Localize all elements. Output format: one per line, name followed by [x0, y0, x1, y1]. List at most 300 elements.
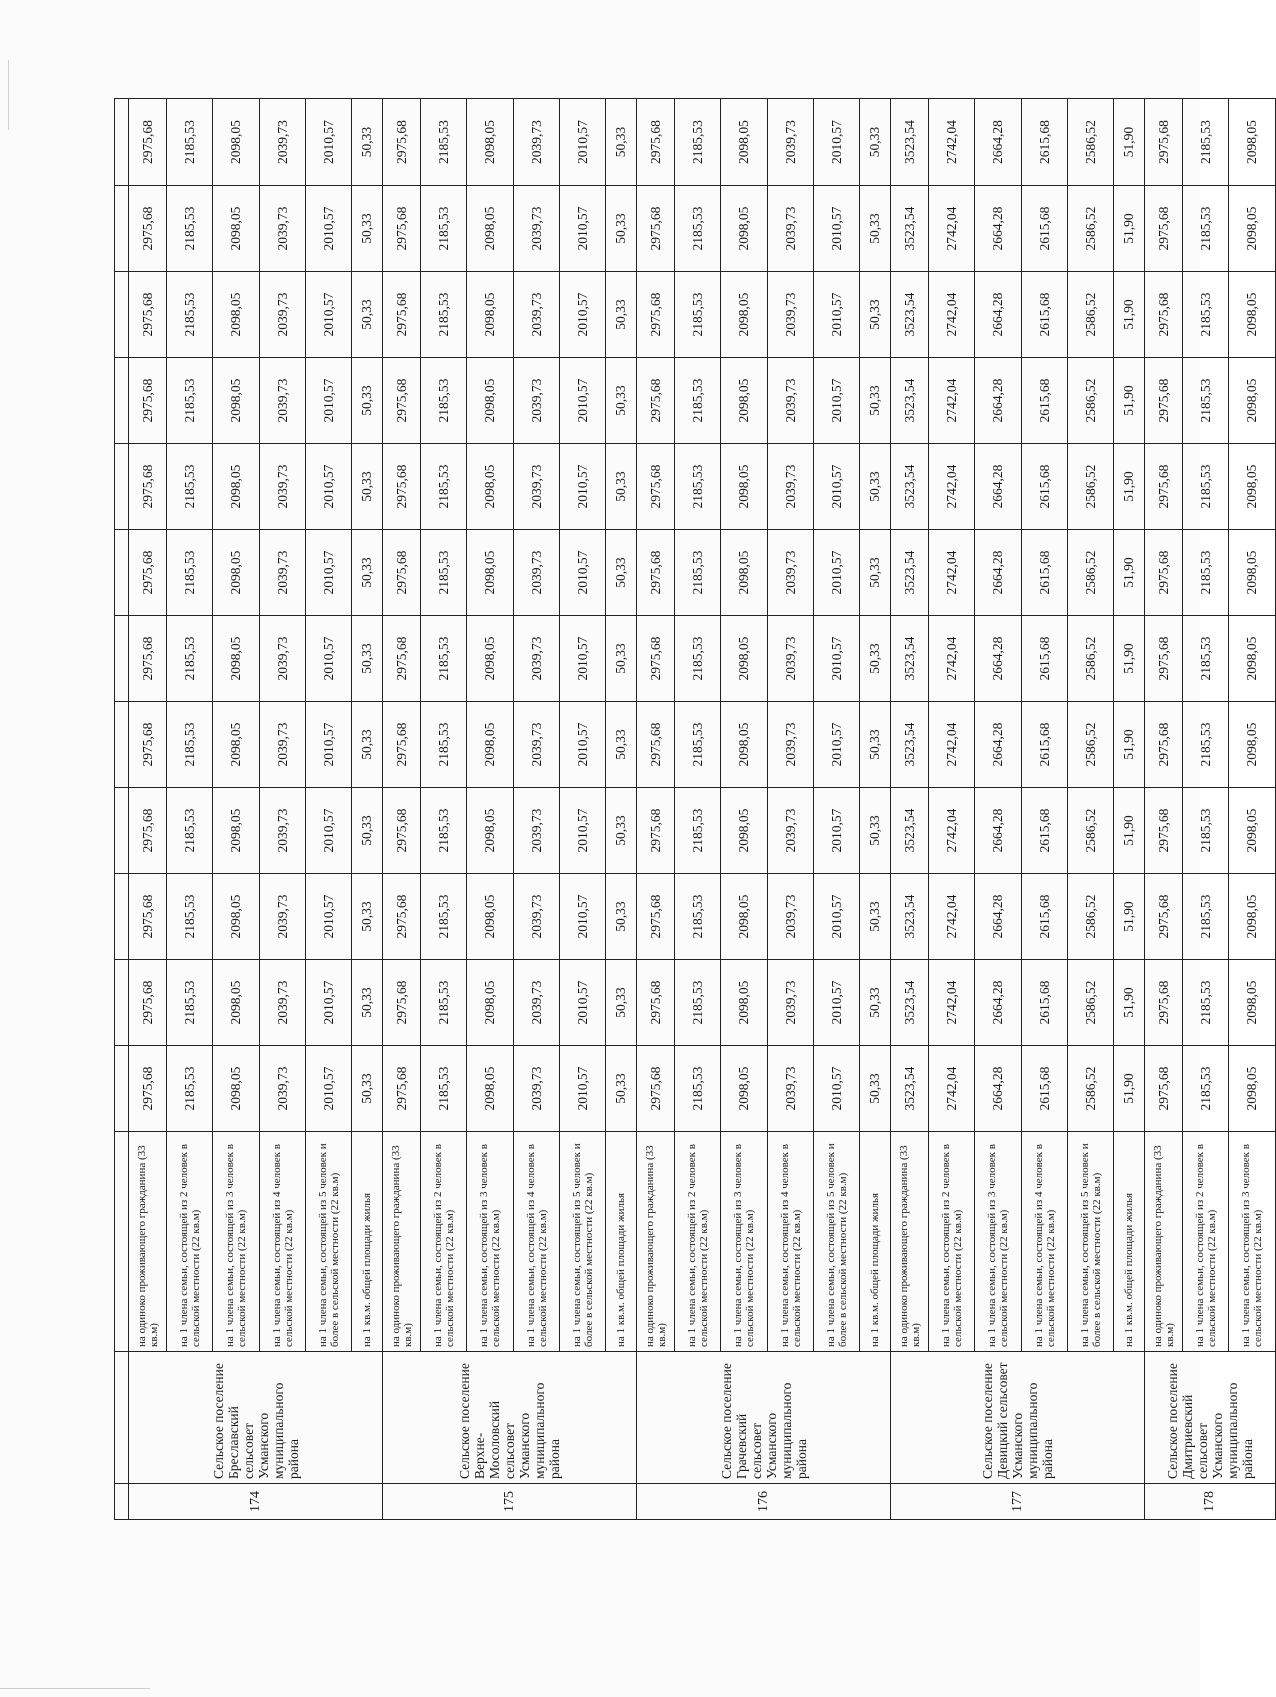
value-cell: 50,33 [606, 702, 637, 788]
value-cell: 2185,53 [675, 99, 721, 186]
value-cell: 2664,28 [975, 788, 1022, 874]
value-cell: 2615,68 [1022, 99, 1068, 186]
value-cell: 2615,68 [1022, 186, 1068, 272]
value-cell: 2975,68 [637, 616, 675, 702]
value-cell: 2742,04 [929, 444, 975, 530]
table-row [814, 99, 860, 1520]
value-cell: 3523,54 [891, 530, 929, 616]
value-cell: 2039,73 [514, 1046, 560, 1132]
value-cell: 2586,52 [1068, 960, 1114, 1046]
value-cell: 2098,05 [213, 702, 260, 788]
value-cell: 2742,04 [929, 99, 975, 186]
category-label: на 1 члена семьи, состоящей из 2 человек в сельской местности (22 кв.м) [167, 1132, 213, 1352]
value-cell: 2039,73 [514, 186, 560, 272]
value-cell: 2185,53 [675, 616, 721, 702]
value-cell: 2185,53 [421, 272, 467, 358]
value-cell: 50,33 [352, 960, 383, 1046]
value-cell: 2098,05 [721, 444, 768, 530]
table-row [637, 99, 675, 1520]
value-cell: 2664,28 [975, 186, 1022, 272]
value-cell: 2975,68 [129, 788, 167, 874]
value-cell: 2664,28 [975, 272, 1022, 358]
value-cell: 2185,53 [675, 702, 721, 788]
value-cell: 2010,57 [306, 186, 352, 272]
value-cell: 2975,68 [1145, 702, 1183, 788]
value-cell: 2975,68 [129, 1046, 167, 1132]
value-cell: 2039,73 [260, 99, 306, 186]
value-cell: 2742,04 [929, 530, 975, 616]
value-cell: 51,90 [1114, 702, 1145, 788]
value-cell: 50,33 [352, 874, 383, 960]
value-cell: 2098,05 [721, 788, 768, 874]
value-cell: 51,90 [1114, 1046, 1145, 1132]
category-label: на 1 члена семьи, состоящей из 4 человек в сельской местности (22 кв.м) [1022, 1132, 1068, 1352]
value-cell: 50,33 [606, 358, 637, 444]
value-cell: 2185,53 [421, 530, 467, 616]
value-cell: 2185,53 [675, 788, 721, 874]
value-cell: 2010,57 [306, 272, 352, 358]
value-cell: 51,90 [1114, 186, 1145, 272]
value-cell: 2039,73 [514, 358, 560, 444]
value-cell: 2098,05 [1229, 358, 1276, 444]
empty-cell [115, 960, 129, 1046]
empty-cell [115, 272, 129, 358]
value-cell: 50,33 [352, 788, 383, 874]
value-cell: 2975,68 [1145, 99, 1183, 186]
value-cell: 2742,04 [929, 1046, 975, 1132]
value-cell: 50,33 [606, 616, 637, 702]
value-cell: 2742,04 [929, 186, 975, 272]
table-row [929, 99, 975, 1520]
value-cell: 50,33 [860, 788, 891, 874]
value-cell: 3523,54 [891, 186, 929, 272]
value-cell: 2615,68 [1022, 788, 1068, 874]
value-cell: 50,33 [606, 788, 637, 874]
value-cell: 2975,68 [637, 444, 675, 530]
table-row [213, 99, 260, 1520]
table-row [1145, 99, 1183, 1520]
value-cell: 2098,05 [213, 530, 260, 616]
value-cell: 2185,53 [675, 874, 721, 960]
value-cell: 2975,68 [637, 874, 675, 960]
value-cell: 2742,04 [929, 788, 975, 874]
settlement-name: Сельское поселение Дмитриевский сельсовет Усманского муниципального района [1145, 1352, 1276, 1484]
value-cell: 2975,68 [383, 960, 421, 1046]
value-cell: 2185,53 [421, 99, 467, 186]
value-cell: 2098,05 [1229, 960, 1276, 1046]
value-cell: 2010,57 [560, 186, 606, 272]
rotated-table-frame [114, 105, 1264, 1520]
value-cell: 3523,54 [891, 702, 929, 788]
value-cell: 2185,53 [1183, 1046, 1229, 1132]
table-row [1229, 99, 1276, 1520]
value-cell: 2010,57 [814, 702, 860, 788]
value-cell: 3523,54 [891, 272, 929, 358]
value-cell: 2185,53 [675, 530, 721, 616]
value-cell: 2975,68 [129, 444, 167, 530]
value-cell: 2010,57 [306, 788, 352, 874]
value-cell: 2975,68 [1145, 1046, 1183, 1132]
value-cell: 2098,05 [1229, 444, 1276, 530]
value-cell: 2098,05 [467, 1046, 514, 1132]
category-label: на 1 члена семьи, состоящей из 3 человек в сельской местности (22 кв.м) [213, 1132, 260, 1352]
table-body [115, 99, 1276, 1520]
value-cell: 2185,53 [167, 444, 213, 530]
table-row [1022, 99, 1068, 1520]
value-cell: 3523,54 [891, 874, 929, 960]
settlement-name: Сельское поселение Бреславский сельсовет Усманского муниципального района [129, 1352, 383, 1484]
table-row [1183, 99, 1229, 1520]
value-cell: 2664,28 [975, 702, 1022, 788]
value-cell: 2185,53 [421, 616, 467, 702]
value-cell: 2975,68 [637, 960, 675, 1046]
value-cell: 2039,73 [514, 99, 560, 186]
table-row [560, 99, 606, 1520]
value-cell: 2586,52 [1068, 272, 1114, 358]
value-cell: 2586,52 [1068, 99, 1114, 186]
value-cell: 50,33 [606, 272, 637, 358]
value-cell: 2185,53 [1183, 874, 1229, 960]
value-cell: 2039,73 [768, 1046, 814, 1132]
value-cell: 2010,57 [560, 99, 606, 186]
value-cell: 2010,57 [814, 358, 860, 444]
value-cell: 2098,05 [213, 616, 260, 702]
value-cell: 51,90 [1114, 272, 1145, 358]
category-label: на 1 члена семьи, состоящей из 4 человек в сельской местности (22 кв.м) [260, 1132, 306, 1352]
scan-artifact [0, 1688, 150, 1689]
value-cell: 2664,28 [975, 874, 1022, 960]
value-cell: 2039,73 [514, 702, 560, 788]
value-cell: 2586,52 [1068, 874, 1114, 960]
value-cell: 50,33 [352, 530, 383, 616]
value-cell: 2975,68 [637, 1046, 675, 1132]
value-cell: 2098,05 [467, 960, 514, 1046]
value-cell: 2185,53 [167, 272, 213, 358]
value-cell: 50,33 [352, 99, 383, 186]
value-cell: 2098,05 [213, 444, 260, 530]
value-cell: 2039,73 [514, 444, 560, 530]
value-cell: 2039,73 [260, 960, 306, 1046]
value-cell: 2098,05 [721, 874, 768, 960]
value-cell: 2039,73 [260, 530, 306, 616]
category-label: на 1 члена семьи, состоящей из 4 человек в сельской местности (22 кв.м) [768, 1132, 814, 1352]
value-cell: 2039,73 [514, 960, 560, 1046]
value-cell: 2975,68 [383, 1046, 421, 1132]
value-cell: 2185,53 [167, 1046, 213, 1132]
category-label: на 1 кв.м. общей площади жилья [352, 1132, 383, 1352]
value-cell: 50,33 [606, 1046, 637, 1132]
value-cell: 2586,52 [1068, 186, 1114, 272]
value-cell: 2010,57 [814, 272, 860, 358]
table-row [467, 99, 514, 1520]
category-label: на 1 члена семьи, состоящей из 5 человек и более в сельской местности (22 кв.м) [306, 1132, 352, 1352]
value-cell: 2975,68 [383, 788, 421, 874]
value-cell: 2185,53 [167, 874, 213, 960]
value-cell: 2975,68 [129, 616, 167, 702]
value-cell: 2010,57 [306, 530, 352, 616]
value-cell: 2098,05 [467, 272, 514, 358]
value-cell: 2098,05 [721, 960, 768, 1046]
table-row [606, 99, 637, 1520]
value-cell: 2039,73 [768, 99, 814, 186]
value-cell: 50,33 [352, 272, 383, 358]
value-cell: 2010,57 [814, 99, 860, 186]
value-cell: 51,90 [1114, 788, 1145, 874]
value-cell: 2039,73 [260, 1046, 306, 1132]
value-cell: 50,33 [860, 530, 891, 616]
table-row [1114, 99, 1145, 1520]
category-label: на 1 члена семьи, состоящей из 3 человек в сельской местности (22 кв.м) [975, 1132, 1022, 1352]
value-cell: 51,90 [1114, 530, 1145, 616]
value-cell: 2039,73 [768, 272, 814, 358]
value-cell: 2010,57 [306, 702, 352, 788]
value-cell: 2010,57 [560, 358, 606, 444]
value-cell: 2586,52 [1068, 788, 1114, 874]
value-cell: 2975,68 [129, 960, 167, 1046]
value-cell: 2039,73 [768, 530, 814, 616]
table-row [306, 99, 352, 1520]
value-cell: 2098,05 [467, 444, 514, 530]
value-cell: 2010,57 [560, 960, 606, 1046]
value-cell: 2975,68 [129, 272, 167, 358]
value-cell: 2615,68 [1022, 616, 1068, 702]
row-number: 176 [637, 1484, 891, 1520]
category-label: на одиноко проживающего гражданина (33 кв.м) [129, 1132, 167, 1352]
value-cell: 2039,73 [260, 874, 306, 960]
value-cell: 2039,73 [768, 186, 814, 272]
category-label: на 1 члена семьи, состоящей из 3 человек в сельской местности (22 кв.м) [1229, 1132, 1276, 1352]
value-cell: 50,33 [606, 530, 637, 616]
value-cell: 2975,68 [1145, 444, 1183, 530]
value-cell: 51,90 [1114, 960, 1145, 1046]
value-cell: 50,33 [606, 874, 637, 960]
value-cell: 3523,54 [891, 788, 929, 874]
value-cell: 2098,05 [1229, 874, 1276, 960]
table-row [514, 99, 560, 1520]
value-cell: 50,33 [860, 874, 891, 960]
value-cell: 2039,73 [768, 874, 814, 960]
value-cell: 2185,53 [1183, 444, 1229, 530]
value-cell: 2975,68 [383, 358, 421, 444]
empty-cell [115, 1046, 129, 1132]
value-cell: 2975,68 [383, 616, 421, 702]
row-number: 174 [129, 1484, 383, 1520]
value-cell: 2098,05 [467, 99, 514, 186]
value-cell: 2975,68 [383, 874, 421, 960]
settlement-name: Сельское поселение Верхне-Мосоловский сельсовет Усманского муниципального района [383, 1352, 637, 1484]
value-cell: 2185,53 [421, 960, 467, 1046]
value-cell: 2185,53 [1183, 272, 1229, 358]
value-cell: 2010,57 [560, 444, 606, 530]
table-row [721, 99, 768, 1520]
empty-cell [115, 874, 129, 960]
table-row [768, 99, 814, 1520]
value-cell: 2039,73 [768, 788, 814, 874]
category-label: на 1 члена семьи, состоящей из 5 человек и более в сельской местности (22 кв.м) [814, 1132, 860, 1352]
value-cell: 2185,53 [421, 1046, 467, 1132]
value-cell: 2185,53 [167, 702, 213, 788]
table-row [421, 99, 467, 1520]
value-cell: 50,33 [606, 960, 637, 1046]
value-cell: 2586,52 [1068, 530, 1114, 616]
empty-cell [115, 616, 129, 702]
empty-cell [115, 1484, 129, 1520]
row-number: 175 [383, 1484, 637, 1520]
category-label: на 1 члена семьи, состоящей из 5 человек и более в сельской местности (22 кв.м) [560, 1132, 606, 1352]
value-cell: 2039,73 [514, 788, 560, 874]
value-cell: 2664,28 [975, 530, 1022, 616]
value-cell: 2185,53 [675, 186, 721, 272]
value-cell: 2098,05 [467, 702, 514, 788]
value-cell: 2975,68 [1145, 186, 1183, 272]
value-cell: 2098,05 [467, 788, 514, 874]
value-cell: 2010,57 [814, 788, 860, 874]
value-cell: 2185,53 [421, 444, 467, 530]
value-cell: 2742,04 [929, 272, 975, 358]
value-cell: 2975,68 [1145, 358, 1183, 444]
value-cell: 2010,57 [306, 874, 352, 960]
value-cell: 2039,73 [260, 272, 306, 358]
empty-cell [115, 530, 129, 616]
value-cell: 2185,53 [675, 960, 721, 1046]
value-cell: 2010,57 [814, 530, 860, 616]
value-cell: 2975,68 [129, 186, 167, 272]
value-cell: 50,33 [860, 186, 891, 272]
value-cell: 2586,52 [1068, 702, 1114, 788]
value-cell: 2975,68 [637, 358, 675, 444]
value-cell: 2975,68 [129, 874, 167, 960]
value-cell: 2010,57 [306, 960, 352, 1046]
value-cell: 51,90 [1114, 99, 1145, 186]
value-cell: 2664,28 [975, 444, 1022, 530]
value-cell: 2010,57 [306, 616, 352, 702]
value-cell: 2185,53 [421, 358, 467, 444]
empty-cell [115, 99, 129, 186]
tariff-table [114, 98, 1276, 1520]
value-cell: 50,33 [860, 702, 891, 788]
value-cell: 2975,68 [383, 444, 421, 530]
value-cell: 2010,57 [560, 1046, 606, 1132]
value-cell: 2039,73 [514, 530, 560, 616]
value-cell: 51,90 [1114, 358, 1145, 444]
row-number: 177 [891, 1484, 1145, 1520]
settlement-name: Сельское поселение Грачевский сельсовет Усманского муниципального района [637, 1352, 891, 1484]
value-cell: 2975,68 [383, 272, 421, 358]
value-cell: 3523,54 [891, 960, 929, 1046]
category-label: на одиноко проживающего гражданина (33 кв.м) [891, 1132, 929, 1352]
value-cell: 2975,68 [1145, 874, 1183, 960]
value-cell: 2185,53 [167, 788, 213, 874]
category-label: на 1 члена семьи, состоящей из 3 человек в сельской местности (22 кв.м) [721, 1132, 768, 1352]
value-cell: 2975,68 [637, 272, 675, 358]
value-cell: 2664,28 [975, 616, 1022, 702]
value-cell: 2098,05 [721, 702, 768, 788]
value-cell: 2975,68 [1145, 616, 1183, 702]
value-cell: 2098,05 [1229, 616, 1276, 702]
value-cell: 2098,05 [1229, 186, 1276, 272]
value-cell: 2742,04 [929, 702, 975, 788]
value-cell: 51,90 [1114, 874, 1145, 960]
empty-cell [115, 444, 129, 530]
value-cell: 2098,05 [467, 616, 514, 702]
value-cell: 2742,04 [929, 358, 975, 444]
value-cell: 2039,73 [260, 186, 306, 272]
value-cell: 2010,57 [306, 1046, 352, 1132]
category-label: на 1 кв.м. общей площади жилья [606, 1132, 637, 1352]
value-cell: 2586,52 [1068, 358, 1114, 444]
value-cell: 2664,28 [975, 1046, 1022, 1132]
table-row [260, 99, 306, 1520]
value-cell: 50,33 [860, 1046, 891, 1132]
value-cell: 2098,05 [213, 960, 260, 1046]
category-label: на одиноко проживающего гражданина (33 кв.м) [1145, 1132, 1183, 1352]
category-label: на 1 члена семьи, состоящей из 2 человек в сельской местности (22 кв.м) [421, 1132, 467, 1352]
value-cell: 2010,57 [814, 616, 860, 702]
value-cell: 2615,68 [1022, 272, 1068, 358]
empty-cell [115, 186, 129, 272]
value-cell: 2975,68 [383, 186, 421, 272]
value-cell: 2975,68 [637, 702, 675, 788]
value-cell: 50,33 [860, 99, 891, 186]
table-row [975, 99, 1022, 1520]
category-label: на 1 члена семьи, состоящей из 5 человек и более в сельской местности (22 кв.м) [1068, 1132, 1114, 1352]
value-cell: 51,90 [1114, 444, 1145, 530]
value-cell: 2185,53 [167, 186, 213, 272]
value-cell: 2664,28 [975, 960, 1022, 1046]
value-cell: 2975,68 [129, 530, 167, 616]
value-cell: 2615,68 [1022, 358, 1068, 444]
value-cell: 2098,05 [721, 530, 768, 616]
value-cell: 2010,57 [560, 616, 606, 702]
value-cell: 2975,68 [637, 186, 675, 272]
value-cell: 2615,68 [1022, 1046, 1068, 1132]
value-cell: 2975,68 [1145, 272, 1183, 358]
value-cell: 50,33 [606, 186, 637, 272]
value-cell: 2185,53 [1183, 186, 1229, 272]
value-cell: 2098,05 [721, 358, 768, 444]
value-cell: 2098,05 [1229, 272, 1276, 358]
value-cell: 2185,53 [421, 874, 467, 960]
value-cell: 2615,68 [1022, 530, 1068, 616]
value-cell: 50,33 [352, 444, 383, 530]
empty-cell [115, 1352, 129, 1484]
value-cell: 2039,73 [260, 358, 306, 444]
value-cell: 2010,57 [560, 874, 606, 960]
value-cell: 2975,68 [1145, 788, 1183, 874]
value-cell: 2185,53 [675, 358, 721, 444]
value-cell: 2039,73 [260, 616, 306, 702]
value-cell: 2010,57 [560, 702, 606, 788]
value-cell: 2010,57 [306, 358, 352, 444]
value-cell: 2039,73 [260, 788, 306, 874]
value-cell: 2185,53 [1183, 788, 1229, 874]
value-cell: 50,33 [352, 616, 383, 702]
value-cell: 50,33 [860, 358, 891, 444]
category-label: на одиноко проживающего гражданина (33 кв.м) [637, 1132, 675, 1352]
value-cell: 2975,68 [383, 530, 421, 616]
value-cell: 2185,53 [167, 960, 213, 1046]
value-cell: 2010,57 [814, 1046, 860, 1132]
value-cell: 2586,52 [1068, 1046, 1114, 1132]
value-cell: 2098,05 [213, 272, 260, 358]
empty-cell [115, 702, 129, 788]
empty-cell [115, 358, 129, 444]
value-cell: 2010,57 [560, 530, 606, 616]
table-row [167, 99, 213, 1520]
value-cell: 2098,05 [1229, 702, 1276, 788]
value-cell: 2185,53 [1183, 358, 1229, 444]
table-row [891, 99, 929, 1520]
